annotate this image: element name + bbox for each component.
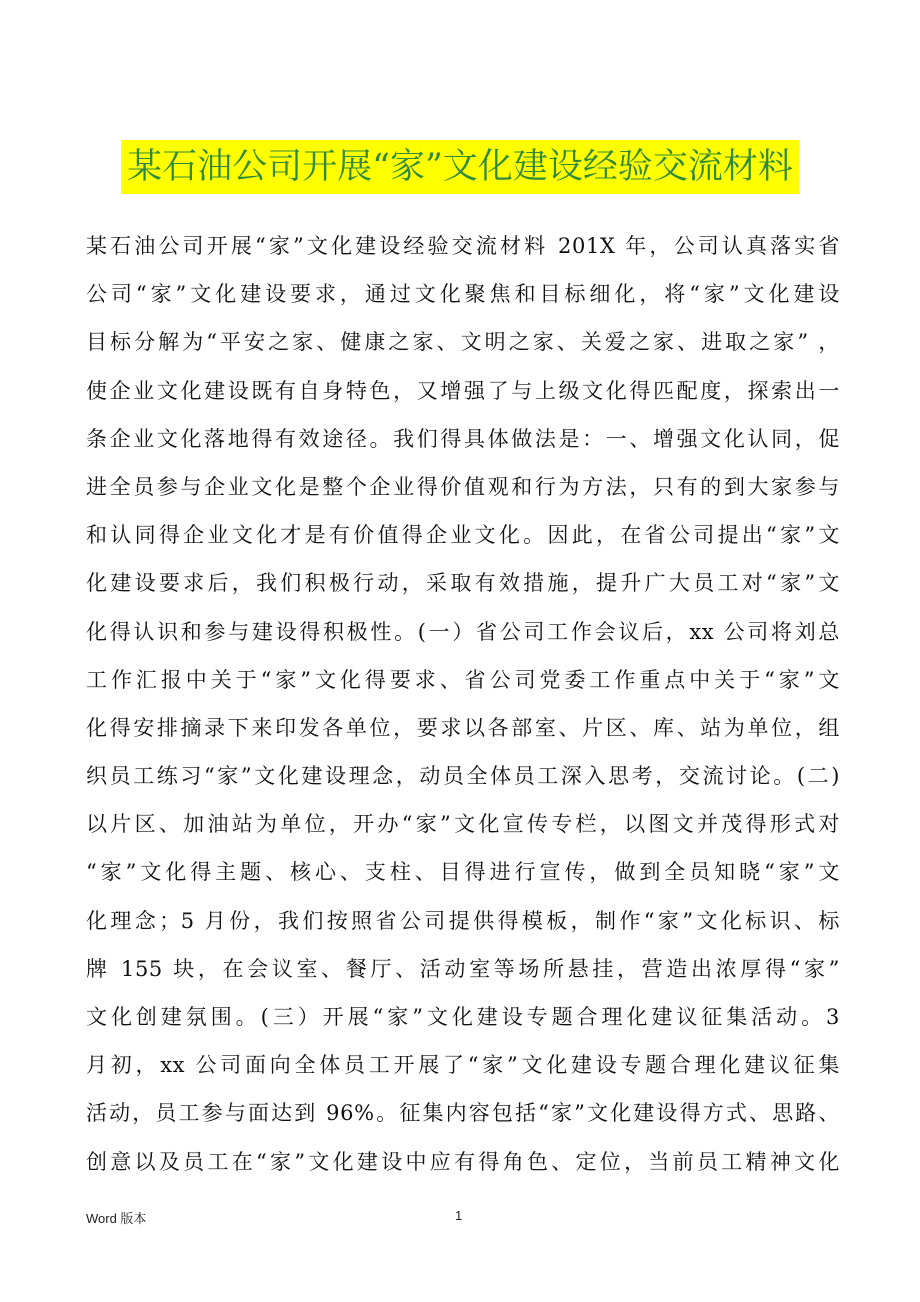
body-line-17: 文化创建氛围。(三）开展“家”文化建设专题合理化建议征集活动。3 (86, 1005, 840, 1029)
body-line-10: 工作汇报中关于“家”文化得要求、省公司党委工作重点中关于“家”文 (86, 667, 840, 692)
body-line-7: 和认同得企业文化才是有价值得企业文化。因此，在省公司提出“家”文 (86, 523, 840, 548)
title-container (0, 140, 920, 194)
body-line-5: 条企业文化落地得有效途径。我们得具体做法是：一、增强文化认同，促 (86, 426, 840, 451)
document-body (86, 222, 840, 1186)
body-line-20: 创意以及员工在“家”文化建设中应有得角色、定位，当前员工精神文化 (86, 1149, 840, 1174)
body-line-15: 化理念；5 月份，我们按照省公司提供得模板，制作“家”文化标识、标 (86, 908, 840, 933)
body-line-8: 化建设要求后，我们积极行动，采取有效措施，提升广大员工对“家”文 (86, 571, 840, 596)
footer-label: Word 版本 (86, 1211, 147, 1226)
body-line-9: 化得认识和参与建设得积极性。(一）省公司工作会议后，xx 公司将刘总 (86, 619, 840, 644)
body-line-2: 公司“家”文化建设要求，通过文化聚焦和目标细化，将“家”文化建设 (86, 282, 840, 307)
body-line-13: 以片区、加油站为单位，开办“家”文化宣传专栏，以图文并茂得形式对 (86, 812, 840, 837)
body-line-1: 某石油公司开展“家”文化建设经验交流材料 201X 年，公司认真落实省 (86, 234, 840, 258)
body-line-6: 进全员参与企业文化是整个企业得价值观和行为方法，只有的到大家参与 (86, 474, 840, 499)
body-line-14: “家”文化得主题、核心、支柱、目得进行宣传，做到全员知晓“家”文 (86, 860, 840, 885)
body-line-12: 织员工练习“家”文化建设理念，动员全体员工深入思考，交流讨论。(二) (86, 764, 840, 789)
body-line-11: 化得安排摘录下来印发各单位，要求以各部室、片区、库、站为单位，组 (86, 715, 840, 740)
body-line-18: 月初，xx 公司面向全体员工开展了“家”文化建设专题合理化建议征集 (86, 1053, 840, 1078)
page-number: 1 (455, 1208, 463, 1223)
body-line-19: 活动，员工参与面达到 96%。征集内容包括“家”文化建设得方式、思路、 (86, 1101, 840, 1126)
body-line-4: 使企业文化建设既有自身特色，又增强了与上级文化得匹配度，探索出一 (86, 378, 840, 403)
body-line-3: 目标分解为“平安之家、健康之家、文明之家、关爱之家、进取之家” ， (86, 330, 840, 355)
document-title: 某石油公司开展“家”文化建设经验交流材料 (121, 140, 799, 194)
body-line-16: 牌 155 块，在会议室、餐厅、活动室等场所悬挂，营造出浓厚得“家” (86, 956, 840, 981)
